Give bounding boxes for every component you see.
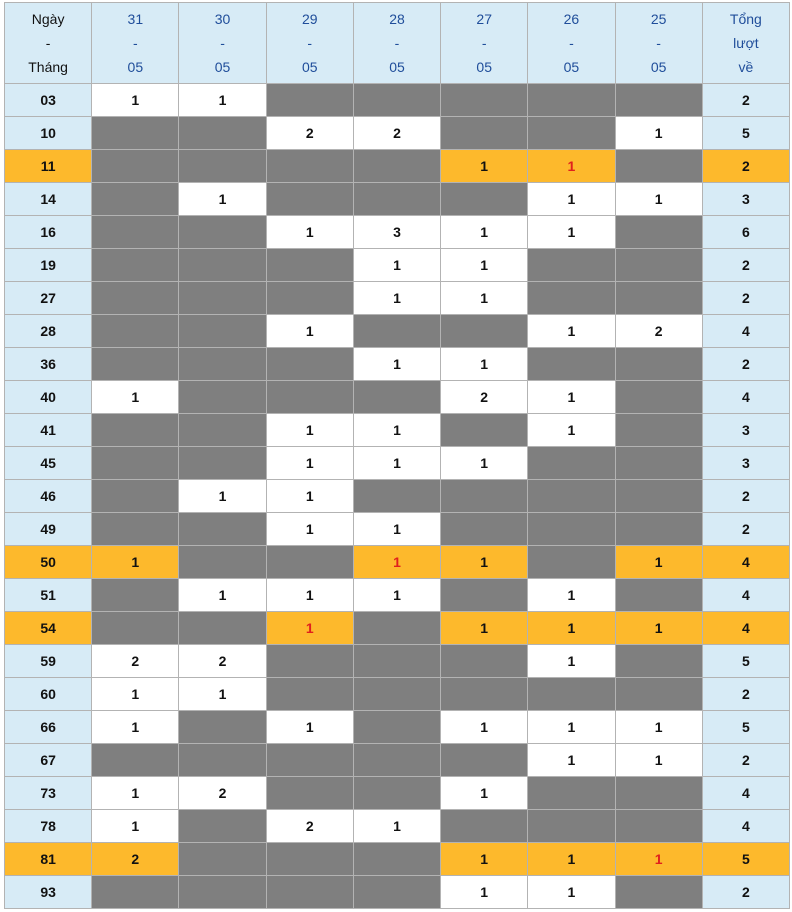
count-cell: 1 <box>266 480 353 513</box>
row-number-label: 11 <box>5 150 92 183</box>
count-cell: 2 <box>179 777 266 810</box>
count-cell: 1 <box>353 282 440 315</box>
row-number-label: 59 <box>5 645 92 678</box>
empty-cell <box>179 381 266 414</box>
empty-cell <box>92 513 179 546</box>
row-number-label: 50 <box>5 546 92 579</box>
row-number-label: 36 <box>5 348 92 381</box>
count-cell: 1 <box>92 777 179 810</box>
row-total-cell: 4 <box>702 810 789 843</box>
count-cell: 2 <box>92 843 179 876</box>
header-line: 28 <box>389 11 405 27</box>
empty-cell <box>615 414 702 447</box>
empty-cell <box>92 216 179 249</box>
empty-cell <box>441 315 528 348</box>
header-line: 05 <box>301 59 318 75</box>
empty-cell <box>353 744 440 777</box>
row-number-label: 81 <box>5 843 92 876</box>
count-cell: 1 <box>615 183 702 216</box>
empty-cell <box>441 678 528 711</box>
empty-cell <box>179 612 266 645</box>
count-cell: 1 <box>353 810 440 843</box>
table-row <box>5 645 790 678</box>
header-day-column <box>615 3 702 84</box>
empty-cell <box>179 282 266 315</box>
row-number-label: 14 <box>5 183 92 216</box>
count-cell: 1 <box>615 117 702 150</box>
row-total-cell: 2 <box>702 678 789 711</box>
empty-cell <box>179 546 266 579</box>
row-number-label: 40 <box>5 381 92 414</box>
empty-cell <box>615 876 702 909</box>
count-cell: 1 <box>441 150 528 183</box>
count-cell: 1 <box>266 711 353 744</box>
row-number-label: 41 <box>5 414 92 447</box>
header-line: - <box>656 35 661 51</box>
empty-cell <box>179 810 266 843</box>
row-total-cell: 4 <box>702 381 789 414</box>
count-cell: 1 <box>528 744 615 777</box>
empty-cell <box>441 579 528 612</box>
row-number-label: 10 <box>5 117 92 150</box>
empty-cell <box>528 810 615 843</box>
count-cell: 2 <box>266 117 353 150</box>
empty-cell <box>179 513 266 546</box>
count-cell: 1 <box>353 249 440 282</box>
row-total-cell: 2 <box>702 282 789 315</box>
empty-cell <box>92 480 179 513</box>
count-cell: 1 <box>353 513 440 546</box>
header-line: - <box>220 35 225 51</box>
empty-cell <box>266 249 353 282</box>
header-line: 25 <box>650 11 667 27</box>
table-row <box>5 546 790 579</box>
header-line: Tháng <box>28 59 68 75</box>
count-cell: 2 <box>92 645 179 678</box>
empty-cell <box>353 480 440 513</box>
row-total-cell: 2 <box>702 744 789 777</box>
row-total-cell: 2 <box>702 348 789 381</box>
row-total-cell: 2 <box>702 513 789 546</box>
empty-cell <box>353 678 440 711</box>
empty-cell <box>528 249 615 282</box>
count-cell: 2 <box>179 645 266 678</box>
empty-cell <box>528 348 615 381</box>
count-cell: 1 <box>528 579 615 612</box>
header-line: 27 <box>476 11 492 27</box>
count-cell: 1 <box>615 711 702 744</box>
empty-cell <box>615 348 702 381</box>
empty-cell <box>179 843 266 876</box>
count-cell: 2 <box>441 381 528 414</box>
count-cell: 1 <box>92 381 179 414</box>
empty-cell <box>353 777 440 810</box>
header-total-column <box>702 3 789 84</box>
row-total-cell: 4 <box>702 777 789 810</box>
empty-cell <box>179 414 266 447</box>
count-cell: 1 <box>266 447 353 480</box>
empty-cell <box>528 546 615 579</box>
count-cell: 1 <box>528 843 615 876</box>
empty-cell <box>353 150 440 183</box>
header-line: 05 <box>214 59 231 75</box>
row-total-cell: 3 <box>702 447 789 480</box>
table-row <box>5 216 790 249</box>
table-row <box>5 414 790 447</box>
empty-cell <box>353 876 440 909</box>
row-total-cell: 4 <box>702 315 789 348</box>
count-cell: 1 <box>441 216 528 249</box>
count-cell: 1 <box>528 414 615 447</box>
count-cell: 1 <box>266 216 353 249</box>
count-cell: 1 <box>615 744 702 777</box>
table-row <box>5 810 790 843</box>
header-day-column <box>353 3 440 84</box>
empty-cell <box>266 876 353 909</box>
header-line: - <box>569 35 574 51</box>
empty-cell <box>615 381 702 414</box>
table-row <box>5 381 790 414</box>
row-total-cell: 5 <box>702 711 789 744</box>
empty-cell <box>441 183 528 216</box>
header-line: 05 <box>650 59 667 75</box>
count-cell: 1 <box>92 84 179 117</box>
header-line: 05 <box>127 59 144 75</box>
table-row <box>5 579 790 612</box>
table-row <box>5 84 790 117</box>
count-cell: 1 <box>441 777 528 810</box>
empty-cell <box>266 183 353 216</box>
empty-cell <box>615 678 702 711</box>
empty-cell <box>528 777 615 810</box>
count-cell: 1 <box>441 843 528 876</box>
header-line: - <box>394 35 400 51</box>
header-line: 30 <box>214 11 231 27</box>
row-number-label: 27 <box>5 282 92 315</box>
header-day-column <box>528 3 615 84</box>
row-total-cell: 5 <box>702 843 789 876</box>
count-cell: 1 <box>179 183 266 216</box>
empty-cell <box>353 315 440 348</box>
empty-cell <box>266 84 353 117</box>
empty-cell <box>92 579 179 612</box>
empty-cell <box>528 513 615 546</box>
row-total-cell: 5 <box>702 117 789 150</box>
empty-cell <box>92 447 179 480</box>
row-number-label: 60 <box>5 678 92 711</box>
header-line: 29 <box>301 11 318 27</box>
header-day-column <box>266 3 353 84</box>
row-total-cell: 2 <box>702 249 789 282</box>
empty-cell <box>615 810 702 843</box>
count-cell: 1 <box>266 513 353 546</box>
empty-cell <box>92 348 179 381</box>
count-cell: 1 <box>528 150 615 183</box>
empty-cell <box>92 150 179 183</box>
empty-cell <box>266 282 353 315</box>
empty-cell <box>92 117 179 150</box>
empty-cell <box>615 579 702 612</box>
empty-cell <box>179 348 266 381</box>
count-cell: 1 <box>92 678 179 711</box>
row-number-label: 49 <box>5 513 92 546</box>
count-cell: 3 <box>353 216 440 249</box>
count-cell: 1 <box>353 348 440 381</box>
header-line: 05 <box>563 59 580 75</box>
empty-cell <box>528 117 615 150</box>
count-cell: 1 <box>528 612 615 645</box>
count-cell: 1 <box>441 447 528 480</box>
count-cell: 1 <box>353 414 440 447</box>
empty-cell <box>353 843 440 876</box>
empty-cell <box>92 282 179 315</box>
header-line: lượt <box>733 35 759 51</box>
empty-cell <box>615 645 702 678</box>
count-cell: 1 <box>441 249 528 282</box>
empty-cell <box>179 876 266 909</box>
count-cell: 1 <box>528 876 615 909</box>
row-number-label: 16 <box>5 216 92 249</box>
empty-cell <box>92 249 179 282</box>
header-line: về <box>738 59 754 75</box>
empty-cell <box>92 414 179 447</box>
empty-cell <box>353 711 440 744</box>
table-row <box>5 777 790 810</box>
count-cell: 1 <box>528 711 615 744</box>
empty-cell <box>179 711 266 744</box>
empty-cell <box>179 447 266 480</box>
table-row <box>5 315 790 348</box>
row-number-label: 51 <box>5 579 92 612</box>
empty-cell <box>266 777 353 810</box>
table-row <box>5 447 790 480</box>
count-cell: 1 <box>528 216 615 249</box>
count-cell: 1 <box>179 480 266 513</box>
count-cell: 1 <box>615 612 702 645</box>
count-cell: 1 <box>528 183 615 216</box>
count-cell: 2 <box>353 117 440 150</box>
empty-cell <box>179 216 266 249</box>
row-number-label: 45 <box>5 447 92 480</box>
count-cell: 1 <box>92 711 179 744</box>
empty-cell <box>92 612 179 645</box>
empty-cell <box>179 744 266 777</box>
empty-cell <box>441 744 528 777</box>
table-row <box>5 612 790 645</box>
table-body <box>5 84 790 909</box>
empty-cell <box>266 381 353 414</box>
row-total-cell: 2 <box>702 876 789 909</box>
count-cell: 1 <box>353 546 440 579</box>
count-cell: 1 <box>528 315 615 348</box>
count-cell: 1 <box>615 546 702 579</box>
header-line: - <box>307 35 313 51</box>
empty-cell <box>92 876 179 909</box>
header-day-column <box>441 3 528 84</box>
empty-cell <box>353 612 440 645</box>
empty-cell <box>615 513 702 546</box>
lottery-frequency-table-container <box>4 2 790 909</box>
empty-cell <box>441 480 528 513</box>
table-row <box>5 117 790 150</box>
count-cell: 1 <box>441 612 528 645</box>
count-cell: 1 <box>179 579 266 612</box>
row-number-label: 93 <box>5 876 92 909</box>
count-cell: 1 <box>615 843 702 876</box>
row-number-label: 66 <box>5 711 92 744</box>
row-number-label: 78 <box>5 810 92 843</box>
empty-cell <box>528 282 615 315</box>
count-cell: 1 <box>92 810 179 843</box>
empty-cell <box>179 315 266 348</box>
empty-cell <box>441 84 528 117</box>
table-row <box>5 249 790 282</box>
table-row <box>5 678 790 711</box>
empty-cell <box>266 678 353 711</box>
count-cell: 1 <box>266 579 353 612</box>
count-cell: 2 <box>615 315 702 348</box>
empty-cell <box>441 645 528 678</box>
empty-cell <box>615 480 702 513</box>
table-row <box>5 843 790 876</box>
count-cell: 1 <box>528 645 615 678</box>
row-number-label: 54 <box>5 612 92 645</box>
header-date-label <box>5 3 92 84</box>
row-total-cell: 2 <box>702 84 789 117</box>
empty-cell <box>441 117 528 150</box>
empty-cell <box>441 810 528 843</box>
empty-cell <box>615 216 702 249</box>
header-line: Tổng <box>729 11 762 27</box>
count-cell: 1 <box>441 282 528 315</box>
empty-cell <box>266 843 353 876</box>
empty-cell <box>528 480 615 513</box>
empty-cell <box>528 678 615 711</box>
row-number-label: 19 <box>5 249 92 282</box>
table-row <box>5 876 790 909</box>
empty-cell <box>179 117 266 150</box>
count-cell: 2 <box>266 810 353 843</box>
empty-cell <box>615 447 702 480</box>
row-total-cell: 4 <box>702 546 789 579</box>
count-cell: 1 <box>266 414 353 447</box>
empty-cell <box>179 249 266 282</box>
empty-cell <box>266 546 353 579</box>
row-total-cell: 3 <box>702 183 789 216</box>
lottery-frequency-table <box>4 2 790 909</box>
empty-cell <box>179 150 266 183</box>
count-cell: 1 <box>266 315 353 348</box>
empty-cell <box>441 414 528 447</box>
row-total-cell: 3 <box>702 414 789 447</box>
table-row <box>5 150 790 183</box>
table-row <box>5 348 790 381</box>
count-cell: 1 <box>179 84 266 117</box>
header-day-column <box>179 3 266 84</box>
empty-cell <box>615 249 702 282</box>
empty-cell <box>353 183 440 216</box>
count-cell: 1 <box>92 546 179 579</box>
empty-cell <box>615 777 702 810</box>
header-line: 26 <box>563 11 580 27</box>
header-line: 05 <box>476 59 492 75</box>
header-line: 05 <box>389 59 405 75</box>
table-row <box>5 183 790 216</box>
empty-cell <box>266 348 353 381</box>
row-number-label: 67 <box>5 744 92 777</box>
count-cell: 1 <box>266 612 353 645</box>
row-total-cell: 6 <box>702 216 789 249</box>
empty-cell <box>353 84 440 117</box>
table-row <box>5 282 790 315</box>
empty-cell <box>528 447 615 480</box>
table-row <box>5 513 790 546</box>
row-number-label: 73 <box>5 777 92 810</box>
empty-cell <box>615 282 702 315</box>
row-total-cell: 4 <box>702 579 789 612</box>
count-cell: 1 <box>441 711 528 744</box>
count-cell: 1 <box>179 678 266 711</box>
empty-cell <box>92 744 179 777</box>
header-day-column <box>92 3 179 84</box>
row-total-cell: 2 <box>702 480 789 513</box>
count-cell: 1 <box>441 348 528 381</box>
count-cell: 1 <box>353 579 440 612</box>
empty-cell <box>266 645 353 678</box>
header-line: - <box>481 35 487 51</box>
empty-cell <box>92 315 179 348</box>
header-line: 31 <box>127 11 144 27</box>
row-total-cell: 4 <box>702 612 789 645</box>
count-cell: 1 <box>528 381 615 414</box>
row-total-cell: 5 <box>702 645 789 678</box>
header-line: - <box>132 35 138 51</box>
row-number-label: 03 <box>5 84 92 117</box>
empty-cell <box>615 150 702 183</box>
row-number-label: 28 <box>5 315 92 348</box>
empty-cell <box>92 183 179 216</box>
header-line: - <box>45 35 51 51</box>
row-total-cell: 2 <box>702 150 789 183</box>
count-cell: 1 <box>441 876 528 909</box>
empty-cell <box>615 84 702 117</box>
empty-cell <box>441 513 528 546</box>
empty-cell <box>353 645 440 678</box>
empty-cell <box>353 381 440 414</box>
empty-cell <box>528 84 615 117</box>
header-line: Ngày <box>31 11 65 27</box>
empty-cell <box>266 150 353 183</box>
table-row <box>5 744 790 777</box>
table-row <box>5 711 790 744</box>
empty-cell <box>266 744 353 777</box>
header-row <box>5 3 790 84</box>
count-cell: 1 <box>353 447 440 480</box>
count-cell: 1 <box>441 546 528 579</box>
table-row <box>5 480 790 513</box>
row-number-label: 46 <box>5 480 92 513</box>
